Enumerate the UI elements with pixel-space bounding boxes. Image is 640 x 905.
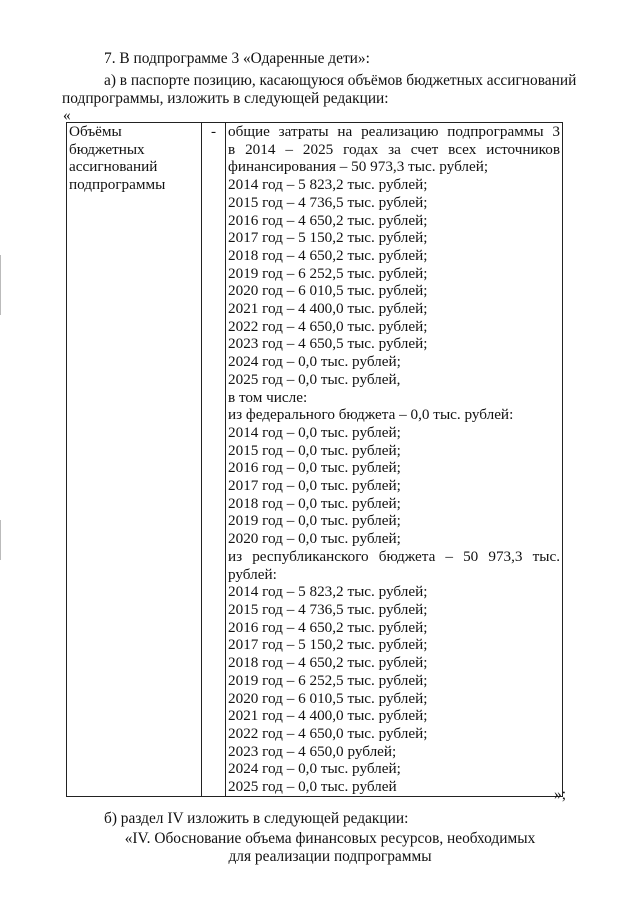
total-year-line: 2016 год – 4 650,2 тыс. рублей; — [228, 211, 428, 229]
label-line: подпрограммы — [69, 176, 166, 194]
republic-year-line: 2025 год – 0,0 тыс. рублей — [228, 778, 397, 796]
federal-year-line: 2014 год – 0,0 тыс. рублей; — [228, 423, 401, 441]
republic-year-line: 2020 год – 6 010,5 тыс. рублей; — [228, 689, 428, 707]
intro-line: в 2014 – 2025 годах за счет всех источников — [228, 140, 560, 158]
label-line: ассигнований — [69, 158, 158, 176]
item-a-line-1: а) в паспорте позицию, касающуюся объёмов бюджетных ассигнований — [104, 72, 577, 89]
intro-line: общие затраты на реализацию подпрограммы 3 — [228, 123, 560, 140]
label-cell — [67, 123, 202, 797]
scan-edge-mark — [0, 255, 1, 315]
section-title-line-1: «IV. Обоснование объема финансовых ресурсов, необходимых — [124, 830, 536, 847]
republic-year-line: 2021 год – 4 400,0 тыс. рублей; — [228, 707, 428, 725]
federal-year-line: 2019 год – 0,0 тыс. рублей; — [228, 512, 401, 530]
total-year-line: 2023 год – 4 650,5 тыс. рублей; — [228, 335, 428, 353]
federal-year-line: 2018 год – 0,0 тыс. рублей; — [228, 494, 401, 512]
total-year-line: 2015 год – 4 736,5 тыс. рублей; — [228, 193, 428, 211]
close-quote: »; — [554, 786, 566, 803]
section-heading: 7. В подпрограмме 3 «Одаренные дети»: — [104, 50, 370, 67]
total-year-line: 2022 год – 4 650,0 тыс. рублей; — [228, 317, 428, 335]
total-year-line: 2021 год – 4 400,0 тыс. рублей; — [228, 300, 428, 318]
republic-year-line: 2024 год – 0,0 тыс. рублей; — [228, 760, 401, 778]
open-quote: « — [63, 107, 71, 124]
federal-year-line: 2020 год – 0,0 тыс. рублей; — [228, 530, 401, 548]
value-cell — [226, 123, 563, 797]
item-b: б) раздел IV изложить в следующей редакции: — [104, 810, 409, 827]
republic-year-line: 2023 год – 4 650,0 рублей; — [228, 742, 397, 760]
label-line: бюджетных — [69, 140, 145, 158]
republic-year-line: 2016 год – 4 650,2 тыс. рублей; — [228, 618, 428, 636]
republic-year-line: 2018 год – 4 650,2 тыс. рублей; — [228, 654, 428, 672]
scan-edge-mark — [0, 520, 1, 560]
section-title-line-2: для реализации подпрограммы — [228, 848, 432, 865]
total-year-line: 2018 год – 4 650,2 тыс. рублей; — [228, 246, 428, 264]
republic-year-line: 2019 год – 6 252,5 тыс. рублей; — [228, 671, 428, 689]
republic-intro-line: рублей: — [228, 565, 277, 583]
federal-year-line: 2017 год – 0,0 тыс. рублей; — [228, 477, 401, 495]
table-row — [67, 123, 563, 797]
total-year-line: 2017 год – 5 150,2 тыс. рублей; — [228, 229, 428, 247]
total-year-line: 2020 год – 6 010,5 тыс. рублей; — [228, 282, 428, 300]
total-year-line: 2014 год – 5 823,2 тыс. рублей; — [228, 176, 428, 194]
republic-year-line: 2015 год – 4 736,5 тыс. рублей; — [228, 600, 428, 618]
republic-intro-line: из республиканского бюджета – 50 973,3 тыс. — [228, 547, 560, 565]
total-year-line: 2019 год – 6 252,5 тыс. рублей; — [228, 264, 428, 282]
total-year-line: 2024 год – 0,0 тыс. рублей; — [228, 353, 401, 371]
federal-year-line: 2015 год – 0,0 тыс. рублей; — [228, 441, 401, 459]
republic-year-line: 2022 год – 4 650,0 тыс. рублей; — [228, 724, 428, 742]
federal-year-line: 2016 год – 0,0 тыс. рублей; — [228, 459, 401, 477]
dash-cell — [202, 123, 226, 797]
republic-year-line: 2014 год – 5 823,2 тыс. рублей; — [228, 583, 428, 601]
passport-table — [66, 122, 563, 797]
intro-line: финансирования – 50 973,3 тыс. рублей; — [228, 158, 489, 176]
item-a-line-2: подпрограммы, изложить в следующей редакции: — [62, 90, 389, 107]
including-line: в том числе: — [228, 388, 308, 406]
republic-year-line: 2017 год – 5 150,2 тыс. рублей; — [228, 636, 428, 654]
dash: - — [210, 123, 217, 140]
label-line: Объёмы — [69, 123, 122, 140]
total-year-line: 2025 год – 0,0 тыс. рублей, — [228, 370, 401, 388]
federal-intro-line: из федерального бюджета – 0,0 тыс. рублей: — [228, 406, 514, 424]
